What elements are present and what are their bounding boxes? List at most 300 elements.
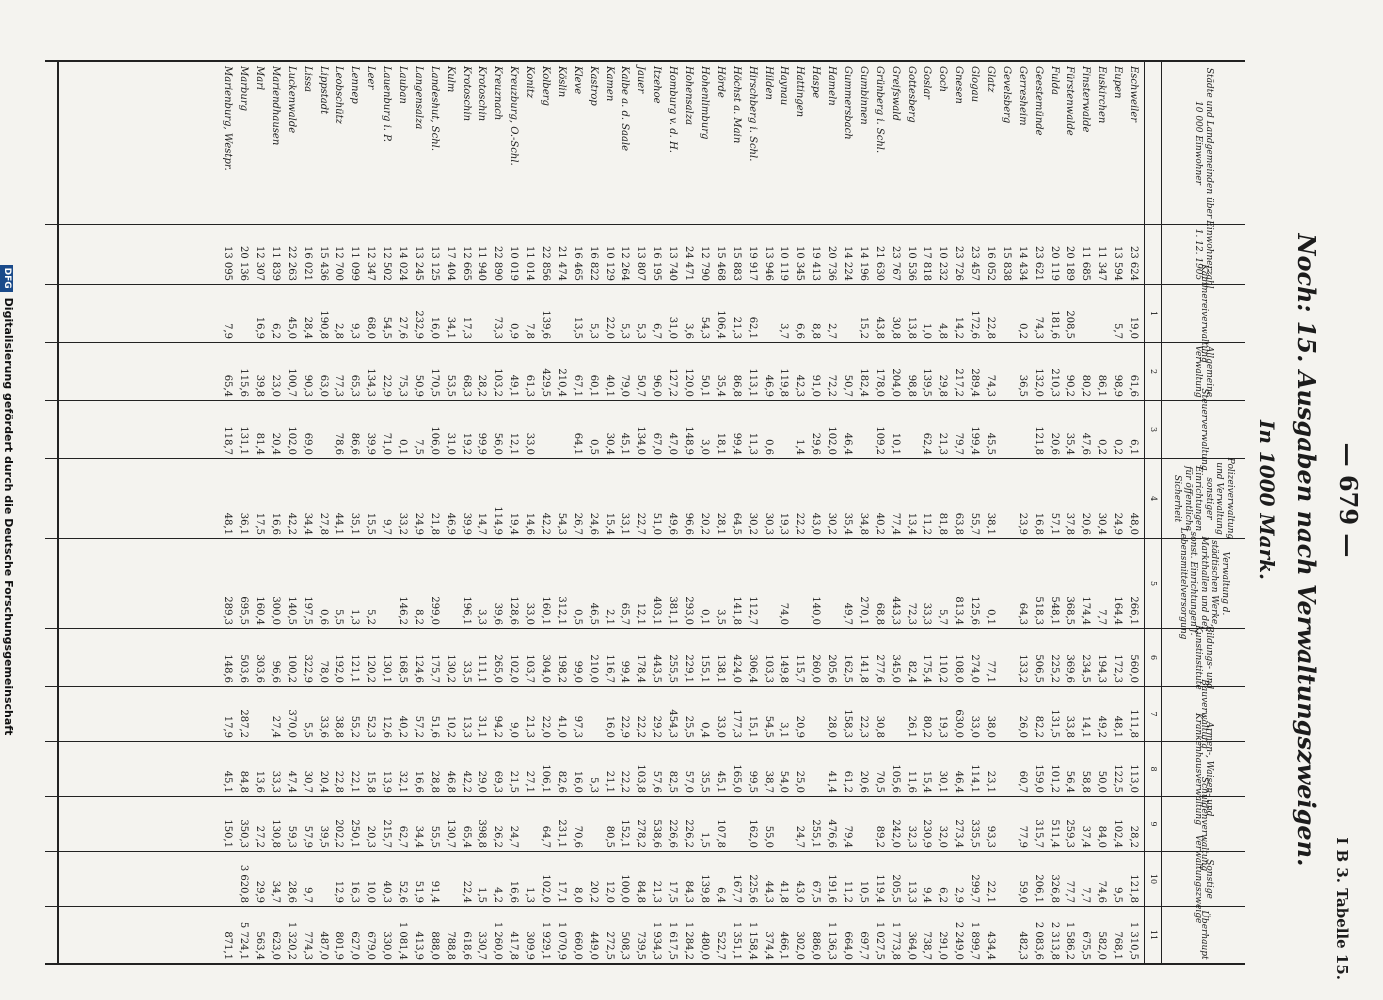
row-value: 105,6 <box>889 764 901 793</box>
row-value: 29,2 <box>651 715 663 738</box>
row-value: 10,1 <box>889 432 901 455</box>
row-value: 10,2 <box>444 715 456 738</box>
row-value: 79,4 <box>841 825 853 848</box>
row-value: 148,6 <box>222 654 234 683</box>
row-value: 0,1 <box>698 609 710 625</box>
row-value: 37,8 <box>1064 512 1076 535</box>
row-value: 1 586,2 <box>1064 921 1076 960</box>
row-value: 55,2 <box>349 715 361 738</box>
row-value: 174,4 <box>1080 596 1092 625</box>
row-value: 33,0 <box>524 432 536 455</box>
row-value: 14 434 <box>1016 246 1028 281</box>
row-value: 12,6 <box>381 715 393 738</box>
row-value: 429,5 <box>540 368 552 397</box>
row-value: 273,4 <box>953 819 965 848</box>
dfg-logo: DFG <box>0 265 13 292</box>
row-value: 124,6 <box>412 654 424 683</box>
row-value: 22,7 <box>635 512 647 535</box>
row-value: 443,3 <box>889 596 901 625</box>
row-value: 74,3 <box>984 374 996 397</box>
row-value: 335,5 <box>969 819 981 848</box>
row-value: 84,0 <box>1096 825 1108 848</box>
colnum-8: 8 <box>1144 742 1161 796</box>
row-value: 10 119 <box>778 246 790 281</box>
row-value: 132,0 <box>1032 368 1044 397</box>
row-value: 100,0 <box>619 874 631 903</box>
row-value: 13 245 <box>412 246 424 281</box>
row-value: 27,4 <box>269 715 281 738</box>
row-value: 14,7 <box>476 512 488 535</box>
row-value: 86,8 <box>730 374 742 397</box>
row-value: 1 310,5 <box>1128 921 1139 960</box>
row-value <box>998 459 1014 538</box>
row-value: 84,8 <box>635 880 647 903</box>
row-value: 6,7 <box>651 323 663 339</box>
row-value: 33,6 <box>317 715 329 738</box>
row-value: 34,8 <box>857 512 869 535</box>
row-value: 1 351,1 <box>730 921 742 960</box>
row-value: 266,1 <box>1128 596 1139 625</box>
row-value: 167,7 <box>730 874 742 903</box>
row-value: 17 404 <box>444 246 456 281</box>
row-value: 306,4 <box>746 654 758 683</box>
row-value: 19 917 <box>746 246 758 281</box>
row-value: 618,6 <box>460 931 472 960</box>
row-value: 111,1 <box>476 654 488 683</box>
row-value: 75,3 <box>397 374 409 397</box>
row-value: 9,4 <box>921 887 933 903</box>
row-value: 138,1 <box>714 654 726 683</box>
row-value: 24,7 <box>508 825 520 848</box>
row-value: 23,9 <box>1016 512 1028 535</box>
row-value: 130,1 <box>381 654 393 683</box>
row-value: 22,8 <box>984 316 996 339</box>
row-value: 150,1 <box>222 819 234 848</box>
row-value: 39,8 <box>254 374 266 397</box>
row-value: 449,0 <box>587 931 599 960</box>
row-value: 197,5 <box>301 596 313 625</box>
row-name: Höchst a. Main <box>730 66 742 144</box>
row-value: 12 790 <box>698 246 710 281</box>
row-value <box>521 797 537 851</box>
row-name: Köslin <box>555 66 567 98</box>
row-value: 660,0 <box>571 931 583 960</box>
row-value: 114,1 <box>969 764 981 793</box>
row-name: Goch <box>937 66 949 93</box>
row-value: 10 232 <box>937 246 949 281</box>
row-name: Lippstadt <box>317 66 329 115</box>
row-value: 102,4 <box>1112 819 1124 848</box>
row-value: 5,3 <box>619 323 631 339</box>
row-value: 68,8 <box>873 602 885 625</box>
row-value: 33,2 <box>397 512 409 535</box>
row-value: 39,5 <box>317 825 329 848</box>
row-value: 11 099 <box>349 246 361 281</box>
row-value: 48,1 <box>222 512 234 535</box>
row-value: 130,7 <box>444 819 456 848</box>
row-value: 68,0 <box>365 316 377 339</box>
row-value: 181,6 <box>1048 310 1060 339</box>
header-names: Städte und Landgemeinden über 10 000 Einwohner <box>1161 62 1245 224</box>
row-value: 33,0 <box>714 715 726 738</box>
row-value: 102,0 <box>540 874 552 903</box>
header-c7: Bauverwaltung <box>1161 687 1245 741</box>
row-value: 22 856 <box>540 246 552 281</box>
row-value: 36,1 <box>238 512 250 535</box>
row-value: 424,0 <box>730 654 742 683</box>
row-value: 64,1 <box>571 432 583 455</box>
row-value: 345,0 <box>889 654 901 683</box>
row-value: 20 736 <box>826 246 838 281</box>
row-value: 49,1 <box>508 374 520 397</box>
row-value: 42,2 <box>285 512 297 535</box>
row-value: 5,5 <box>301 722 313 738</box>
row-value: 16 052 <box>984 246 996 281</box>
row-value: 232,9 <box>412 310 424 339</box>
colnum-10: 10 <box>1144 852 1161 906</box>
row-value: 476,6 <box>826 819 838 848</box>
row-value: 229,1 <box>683 654 695 683</box>
row-value: 40,3 <box>381 880 393 903</box>
row-value <box>807 742 823 796</box>
row-value: 801,9 <box>333 931 345 960</box>
row-name: Marl <box>254 66 266 91</box>
row-value: 23 457 <box>969 246 981 281</box>
row-value <box>998 742 1014 796</box>
row-value: 6,4 <box>714 887 726 903</box>
row-value: 22,1 <box>984 880 996 903</box>
row-value: 443,5 <box>651 654 663 683</box>
row-value: 133,2 <box>1016 654 1028 683</box>
row-value: 13,3 <box>905 880 917 903</box>
row-value: 15 468 <box>714 246 726 281</box>
row-value: 74,0 <box>778 602 790 625</box>
row-value: 1,3 <box>349 609 361 625</box>
row-value: 12,0 <box>603 880 615 903</box>
row-value: 168,5 <box>397 654 409 683</box>
row-value: 19,4 <box>508 512 520 535</box>
row-value: 226,6 <box>667 819 679 848</box>
row-name: Grünberg i. Schl. <box>873 66 885 154</box>
row-value: 31,1 <box>476 715 488 738</box>
row-name: Finsterwalde <box>1080 66 1092 133</box>
row-value: 23 726 <box>953 246 965 281</box>
row-value: 115,7 <box>794 654 806 683</box>
row-value: 42,2 <box>460 770 472 793</box>
row-value: 374,4 <box>762 931 774 960</box>
row-value: 102,0 <box>508 654 520 683</box>
row-value: 77,1 <box>984 660 996 683</box>
row-value: 103,3 <box>762 654 774 683</box>
row-value: 31,0 <box>667 316 679 339</box>
row-value: 46,9 <box>444 512 456 535</box>
row-value: 101,2 <box>1048 764 1060 793</box>
row-value: 11 839 <box>269 246 281 281</box>
row-value: 9,7 <box>381 519 393 535</box>
row-value: 33,5 <box>460 660 472 683</box>
row-value: 2,9 <box>953 887 965 903</box>
row-value: 291,0 <box>937 931 949 960</box>
row-name: Greifswald <box>889 66 901 121</box>
column-names <box>45 60 1245 225</box>
row-value: 80,2 <box>1080 374 1092 397</box>
row-value: 1 158,4 <box>746 921 758 960</box>
row-value: 131,1 <box>238 426 250 455</box>
row-value: 59,3 <box>285 825 297 848</box>
row-name: Fürstenwalde <box>1064 66 1076 136</box>
row-value: 226,2 <box>683 819 695 848</box>
row-value: 110,2 <box>937 654 949 683</box>
row-value <box>1093 285 1109 342</box>
row-value: 64,5 <box>730 512 742 535</box>
row-value: 130,8 <box>269 819 281 848</box>
row-value: 14,6 <box>524 512 536 535</box>
row-value: 813,4 <box>953 596 965 625</box>
row-value: 330,7 <box>476 931 488 960</box>
row-value: 80,5 <box>603 825 615 848</box>
header-population-num <box>1144 225 1161 284</box>
row-value: 37,4 <box>1080 825 1092 848</box>
row-value: 125,6 <box>969 596 981 625</box>
row-value: 77,3 <box>333 374 345 397</box>
row-value <box>998 401 1014 458</box>
row-value: 19,0 <box>1128 316 1139 339</box>
row-value: 364,0 <box>905 931 917 960</box>
row-value: 63,8 <box>953 512 965 535</box>
row-value: 24 471 <box>683 246 695 281</box>
row-value: 1 934,3 <box>651 921 663 960</box>
row-value: 15,5 <box>365 512 377 535</box>
row-value: 26,7 <box>571 512 583 535</box>
row-value: 77,9 <box>1016 825 1028 848</box>
row-value <box>235 285 251 342</box>
row-value: 55,0 <box>762 825 774 848</box>
row-value: 113,1 <box>746 368 758 397</box>
row-value: 63,0 <box>317 374 329 397</box>
row-value: 57,0 <box>683 770 695 793</box>
row-value <box>585 687 601 741</box>
row-value: 370,0 <box>285 709 297 738</box>
row-value: 242,0 <box>889 819 901 848</box>
row-name: Marienburg, Westpr. <box>222 66 234 171</box>
row-value: 59,0 <box>1016 880 1028 903</box>
row-value: 871,1 <box>222 931 234 960</box>
row-value: 43,0 <box>794 880 806 903</box>
row-value <box>998 285 1014 342</box>
row-value: 46,4 <box>953 770 965 793</box>
row-value <box>442 852 458 906</box>
row-value: 24,7 <box>794 825 806 848</box>
row-value: 192,0 <box>333 654 345 683</box>
row-name: Gnesen <box>953 66 965 104</box>
row-value: 54,0 <box>778 770 790 793</box>
column-3 <box>45 388 1245 471</box>
row-value: 33,8 <box>1064 715 1076 738</box>
row-value: 65,4 <box>460 825 472 848</box>
row-value: 434,4 <box>984 931 996 960</box>
row-value: 78,0 <box>317 660 329 683</box>
row-value: 61,2 <box>841 770 853 793</box>
row-value: 3,0 <box>698 439 710 455</box>
row-value: 97,3 <box>571 715 583 738</box>
row-value <box>776 797 792 851</box>
row-value: 9,5 <box>1112 887 1124 903</box>
row-value: 72,2 <box>826 374 838 397</box>
row-value: 17,9 <box>222 715 234 738</box>
row-value: 548,1 <box>1048 596 1060 625</box>
row-name: Hilden <box>762 66 774 100</box>
row-value <box>839 285 855 342</box>
row-value: 45,1 <box>619 432 631 455</box>
row-value: 47,6 <box>1080 432 1092 455</box>
row-name: Mariendhausen <box>269 66 281 146</box>
row-value: 16,6 <box>412 770 424 793</box>
row-value: 16,9 <box>254 316 266 339</box>
row-value: 33,0 <box>969 715 981 738</box>
row-value: 107,8 <box>714 819 726 848</box>
row-value: 139,8 <box>698 874 710 903</box>
row-value: 121,8 <box>1128 874 1139 903</box>
row-name: Euskirchen <box>1096 66 1108 124</box>
row-name: Hörde <box>714 66 726 98</box>
row-value: 350,3 <box>238 819 250 848</box>
row-name: Krotoschin <box>476 66 488 122</box>
row-value: 0,1 <box>397 439 409 455</box>
row-value: 1 136,3 <box>826 921 838 960</box>
row-value: 4,2 <box>492 887 504 903</box>
row-value: 33,3 <box>269 770 281 793</box>
row-value: 23 767 <box>889 246 901 281</box>
row-value: 33,1 <box>619 512 631 535</box>
row-value: 10 129 <box>603 246 615 281</box>
row-value: 205,5 <box>889 874 901 903</box>
row-name: Eupen <box>1112 66 1124 99</box>
row-value: 30,2 <box>746 512 758 535</box>
row-value: 68,3 <box>460 374 472 397</box>
row-value: 210,3 <box>1048 368 1060 397</box>
row-name: Lauban <box>397 66 409 104</box>
row-value: 3,7 <box>778 323 790 339</box>
row-name: Hirschberg i. Schl. <box>746 66 758 162</box>
row-value <box>998 687 1014 741</box>
row-value: 15 436 <box>317 246 329 281</box>
row-value: 52,3 <box>365 715 377 738</box>
row-value: 413,9 <box>412 931 424 960</box>
row-value: 20,6 <box>1048 432 1060 455</box>
row-value: 11,2 <box>921 512 933 535</box>
row-value: 46,5 <box>587 602 599 625</box>
row-value: 24,6 <box>587 512 599 535</box>
row-value: 82,4 <box>905 660 917 683</box>
row-value: 77,7 <box>1064 880 1076 903</box>
row-value: 20,2 <box>587 880 599 903</box>
row-value: 79,7 <box>953 432 965 455</box>
page-title: Noch: 15. Ausgaben nach Verwaltungszweigen. <box>1292 233 1321 867</box>
row-value: 30,4 <box>1096 512 1108 535</box>
row-value: 265,0 <box>492 654 504 683</box>
row-value: 15,4 <box>603 512 615 535</box>
row-value: 100,7 <box>285 368 297 397</box>
row-value: 50,1 <box>698 374 710 397</box>
row-name: Gummersbach <box>841 66 853 140</box>
row-value: 57,2 <box>412 715 424 738</box>
row-value: 141,8 <box>730 596 742 625</box>
row-value: 22,9 <box>381 374 393 397</box>
row-value: 33,0 <box>524 602 536 625</box>
row-value: 82,5 <box>667 770 679 793</box>
row-value: 196,1 <box>460 596 472 625</box>
row-value: 675,5 <box>1080 931 1092 960</box>
row-value: 81,4 <box>254 432 266 455</box>
row-value: 36,5 <box>1016 374 1028 397</box>
row-value: 9,7 <box>301 887 313 903</box>
row-value: 6,2 <box>269 323 281 339</box>
row-value: 403,1 <box>651 596 663 625</box>
row-value: 11,2 <box>841 880 853 903</box>
row-value: 54,3 <box>555 512 567 535</box>
row-value: 739,5 <box>635 931 647 960</box>
row-value: 7,8 <box>524 323 536 339</box>
row-name: Kulm <box>444 66 456 93</box>
row-value <box>807 687 823 741</box>
row-value: 13 095 <box>222 246 234 281</box>
row-value: 67,1 <box>571 374 583 397</box>
row-value: 72,3 <box>905 602 917 625</box>
row-value: 54,5 <box>381 316 393 339</box>
row-value: 51,0 <box>651 512 663 535</box>
row-value: 13 594 <box>1112 246 1124 281</box>
row-value: 29,8 <box>937 374 949 397</box>
header-c1: Kämmereiverwaltung <box>1161 285 1245 342</box>
row-value: 20 119 <box>1048 246 1060 281</box>
row-name: Eschweiler <box>1128 66 1139 123</box>
row-value: 2,8 <box>333 323 345 339</box>
row-value: 51,9 <box>412 880 424 903</box>
row-value: 7,7 <box>1096 609 1108 625</box>
row-value: 538,6 <box>651 819 663 848</box>
row-value: 312,1 <box>555 596 567 625</box>
row-value: 38,7 <box>762 770 774 793</box>
row-name: Itzehoe <box>651 66 663 104</box>
row-value: 102,0 <box>285 426 297 455</box>
row-value: 106,0 <box>428 426 440 455</box>
row-value: 74,6 <box>1096 880 1108 903</box>
row-value: 888,0 <box>428 931 440 960</box>
row-value <box>1077 285 1093 342</box>
row-value: 82,2 <box>1032 715 1044 738</box>
row-name: Goslar <box>921 66 933 100</box>
row-value: 21,3 <box>651 880 663 903</box>
row-value: 57,1 <box>1048 512 1060 535</box>
row-value: 0,4 <box>698 722 710 738</box>
row-value: 20,3 <box>365 825 377 848</box>
row-value: 7,5 <box>412 439 424 455</box>
row-value: 51,6 <box>428 715 440 738</box>
colnum-4: 4 <box>1144 459 1161 538</box>
row-name: Glogau <box>969 66 981 103</box>
row-value: 12 665 <box>460 246 472 281</box>
row-value <box>791 539 807 628</box>
header-c6: Bildungs- und Kunstinstitute <box>1161 629 1245 686</box>
row-value: 38,0 <box>984 715 996 738</box>
row-value: 20,6 <box>857 770 869 793</box>
row-value: 12 307 <box>254 246 266 281</box>
row-value: 98,8 <box>905 374 917 397</box>
row-value: 40,2 <box>873 512 885 535</box>
row-value: 46,9 <box>762 374 774 397</box>
row-value: 12 700 <box>333 246 345 281</box>
row-value: 86,1 <box>1096 374 1108 397</box>
